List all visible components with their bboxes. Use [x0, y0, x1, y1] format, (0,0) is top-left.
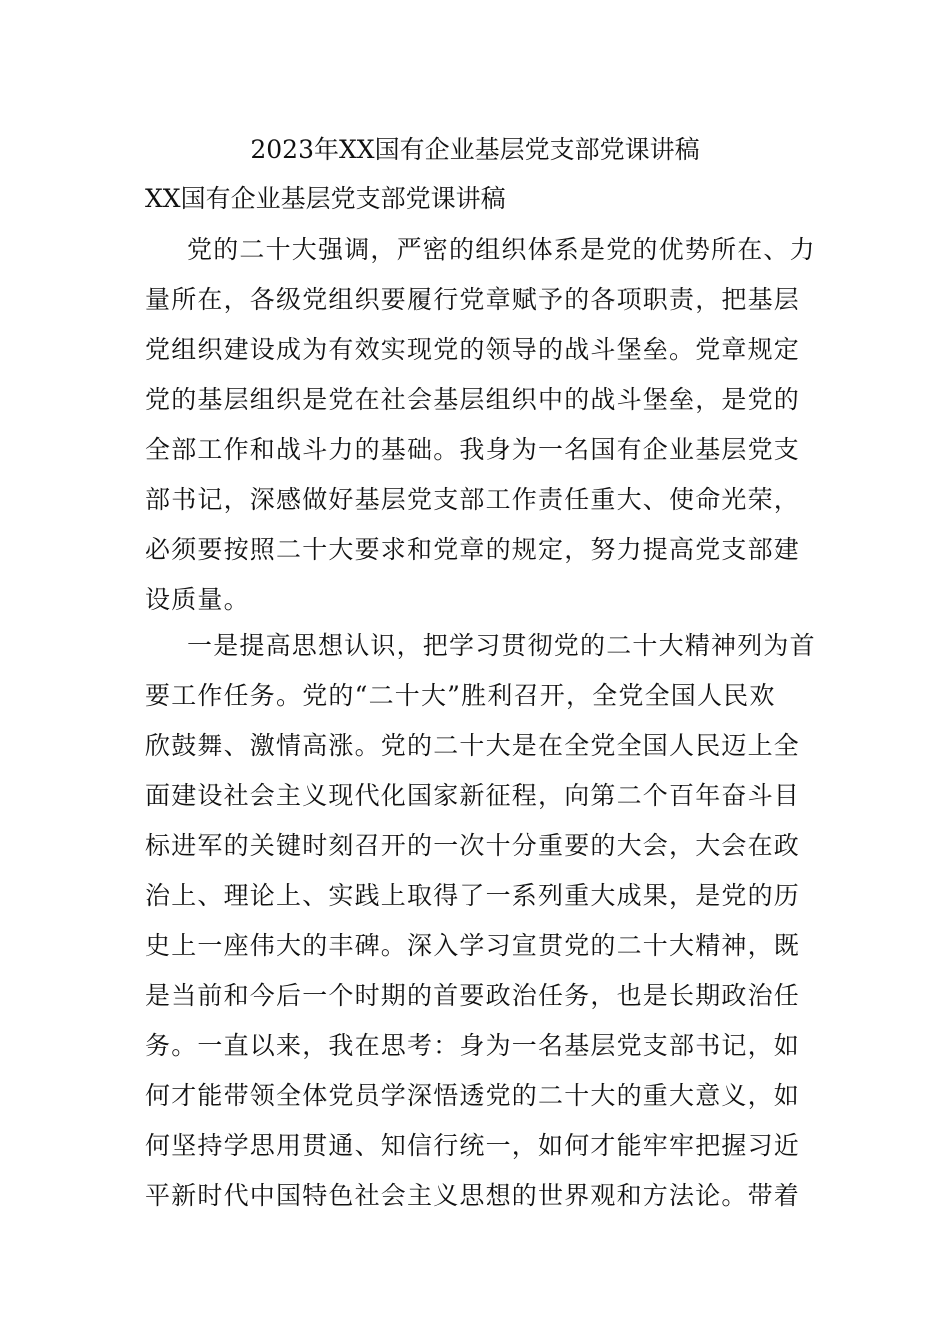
paragraph-line: 要工作任务。党的“二十大”胜利召开，全党全国人民欢 — [145, 681, 776, 710]
paragraph-line: 量所在，各级党组织要履行党章赋予的各项职责，把基层 — [145, 285, 801, 314]
paragraph-line: 全部工作和战斗力的基础。我身为一名国有企业基层党支 — [145, 435, 801, 464]
paragraph-line: 治上、理论上、实践上取得了一系列重大成果，是党的历 — [145, 881, 801, 910]
paragraph-line: 面建设社会主义现代化国家新征程，向第二个百年奋斗目 — [145, 781, 801, 810]
paragraph-line: 何坚持学思用贯通、知信行统一，如何才能牢牢把握习近 — [145, 1131, 801, 1160]
paragraph-line: 欣鼓舞、激情高涨。党的二十大是在全党全国人民迈上全 — [145, 731, 801, 760]
document-title: 2023年XX国有企业基层党支部党课讲稿 — [250, 135, 700, 164]
paragraph-line: 党组织建设成为有效实现党的领导的战斗堡垒。党章规定 — [145, 335, 801, 364]
paragraph-line: 是当前和今后一个时期的首要政治任务，也是长期政治任 — [145, 981, 801, 1010]
paragraph-2 — [145, 621, 815, 1221]
paragraph-line: 必须要按照二十大要求和党章的规定，努力提高党支部建 — [145, 535, 801, 564]
paragraph-line: 部书记，深感做好基层党支部工作责任重大、使命光荣， — [145, 485, 801, 514]
paragraph-line: 党的基层组织是党在社会基层组织中的战斗堡垒，是党的 — [145, 385, 801, 414]
paragraph-line: 标进军的关键时刻召开的一次十分重要的大会，大会在政 — [145, 831, 801, 860]
paragraph-line: 设质量。 — [145, 585, 250, 614]
paragraph-line: 务。一直以来，我在思考：身为一名基层党支部书记，如 — [145, 1031, 801, 1060]
paragraph-1 — [145, 225, 815, 625]
paragraph-line: 史上一座伟大的丰碑。深入学习宣贯党的二十大精神，既 — [145, 931, 801, 960]
paragraph-line: 党的二十大强调，严密的组织体系是党的优势所在、力 — [187, 235, 816, 264]
document-subtitle: XX国有企业基层党支部党课讲稿 — [145, 184, 506, 213]
paragraph-line: 何才能带领全体党员学深悟透党的二十大的重大意义，如 — [145, 1081, 801, 1110]
paragraph-line: 平新时代中国特色社会主义思想的世界观和方法论。带着 — [145, 1181, 801, 1210]
paragraph-line: 一是提高思想认识，把学习贯彻党的二十大精神列为首 — [187, 631, 816, 660]
